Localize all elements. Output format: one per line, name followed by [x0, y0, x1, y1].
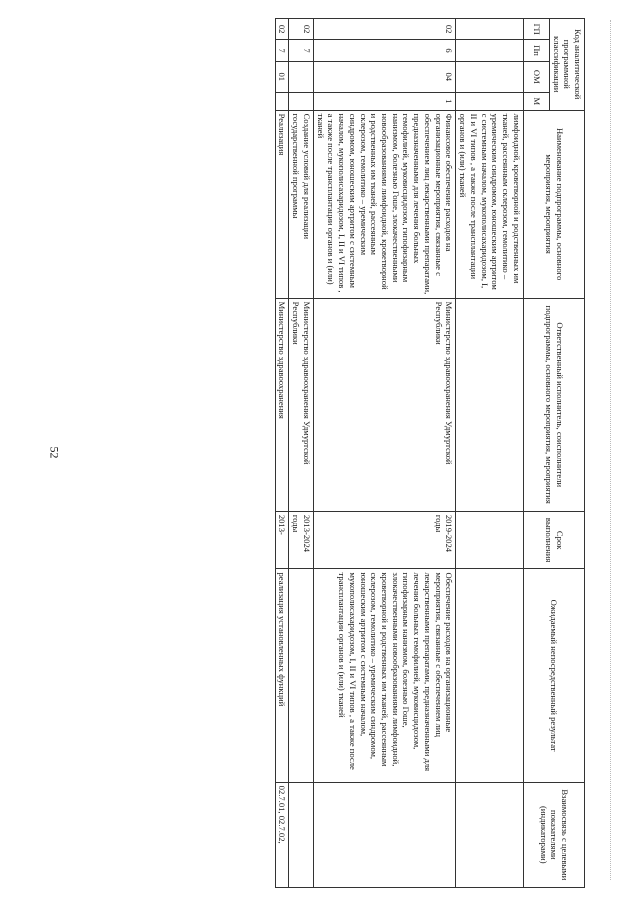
cell-term: 2013-2024 годы: [289, 511, 313, 569]
cell-m: [275, 92, 289, 110]
cell-executor: Министерство здравоохранения Удмуртской Республики: [313, 298, 456, 511]
header-code-m: М: [523, 92, 549, 110]
cell-om: 04: [313, 61, 456, 92]
header-code-pp: Пп: [523, 40, 549, 61]
scan-artifact-line: [610, 20, 611, 880]
cell-link: [313, 782, 456, 887]
rotated-table-container: [115, 18, 585, 888]
cell-m: 1: [313, 92, 456, 110]
table-row: [275, 19, 289, 888]
cell-link: [289, 782, 313, 887]
cell-gp: 02: [289, 19, 313, 40]
header-code-om: ОМ: [523, 61, 549, 92]
cell-term: 2019-2024 годы: [313, 511, 456, 569]
cell-name: Финансовое обеспечение расходов на организационные мероприятия, связанные с обеспечением лиц лекарственными препаратами, предназначенными для лечения больных гемофилией, муковисцидозом, гипофизарным нанизмом, болезнью Гоше, злокачественными новообразованиями лимфоидной, кроветворной и родственных им тканей, рассеянным склерозом, гемолитико – уремическим синдромом, юношеским артритом с системным началом, мукополисахаридозом, I, II и VI типов , а также после трансплантации органов и (или) тканей: [313, 110, 456, 298]
cell-result: [289, 569, 313, 782]
cell-result: реализация установленных функций: [275, 569, 289, 782]
cell-pp: 6: [313, 40, 456, 61]
cell-om: 01: [275, 61, 289, 92]
header-term: Срок выполнения: [523, 511, 584, 569]
cell-executor: [456, 298, 523, 511]
table-row: [289, 19, 313, 888]
cell-executor: Министерство здравоохранения: [275, 298, 289, 511]
cell-gp: 02: [313, 19, 456, 40]
cell-link: 02.7.01, 02.7.02,: [275, 782, 289, 887]
cell-gp: [456, 19, 523, 40]
cell-term: [456, 511, 523, 569]
cell-name: лимфоидной, кроветворной и родственных им тканей, рассеянным склерозом, гемолитико – уремическим синдромом, юношеским артритом с системным началом, мукополисахаридозом, I, II и VI типов , а также после трансплантации органов и (или) тканей: [456, 110, 523, 298]
table-row: [456, 19, 523, 888]
header-code-group: Код аналитической программной классификации: [549, 19, 584, 111]
header-result: Ожидаемый непосредственный результат: [523, 569, 584, 782]
cell-name: Создание условий для реализации государственной программы: [289, 110, 313, 298]
header-link: Взаимосвязь с целевыми показателями (индикаторами): [523, 782, 584, 887]
cell-executor: Министерство здравоохранения Удмуртской Республики: [289, 298, 313, 511]
cell-om: [289, 61, 313, 92]
cell-om: [456, 61, 523, 92]
cell-result: Обеспечение расходов на организационные мероприятия, связанные с обеспечением лиц лекарственными препаратами, предназначенными для лечения больных гемофилией, муковисцидозом, гипофизарным нанизмом, болезнью Гоше, злокачественными новообразованиями лимфоидной, кроветворной и родственных им тканей, рассеянным склерозом, гемолитико – уремическим синдромом, юношеским артритом с системным началом, мукополисахаридозом, I, II и VI типов , а также после трансплантации органов и (или) тканей: [313, 569, 456, 782]
page-number: 52: [47, 446, 62, 459]
header-code-gp: ГП: [523, 19, 549, 40]
cell-m: [456, 92, 523, 110]
header-name: Наименование подпрограммы, основного мероприятия, мероприятия: [523, 110, 584, 298]
cell-pp: [456, 40, 523, 61]
cell-gp: 02: [275, 19, 289, 40]
cell-m: [289, 92, 313, 110]
table-row: [313, 19, 456, 888]
cell-pp: 7: [275, 40, 289, 61]
cell-pp: 7: [289, 40, 313, 61]
cell-link: [456, 782, 523, 887]
cell-result: [456, 569, 523, 782]
cell-name: Реализация: [275, 110, 289, 298]
cell-term: 2013-: [275, 511, 289, 569]
header-executor: Ответственный исполнитель, соисполнители подпрограммы, основного мероприятия, мероприятия: [523, 298, 584, 511]
program-table: [275, 18, 585, 888]
